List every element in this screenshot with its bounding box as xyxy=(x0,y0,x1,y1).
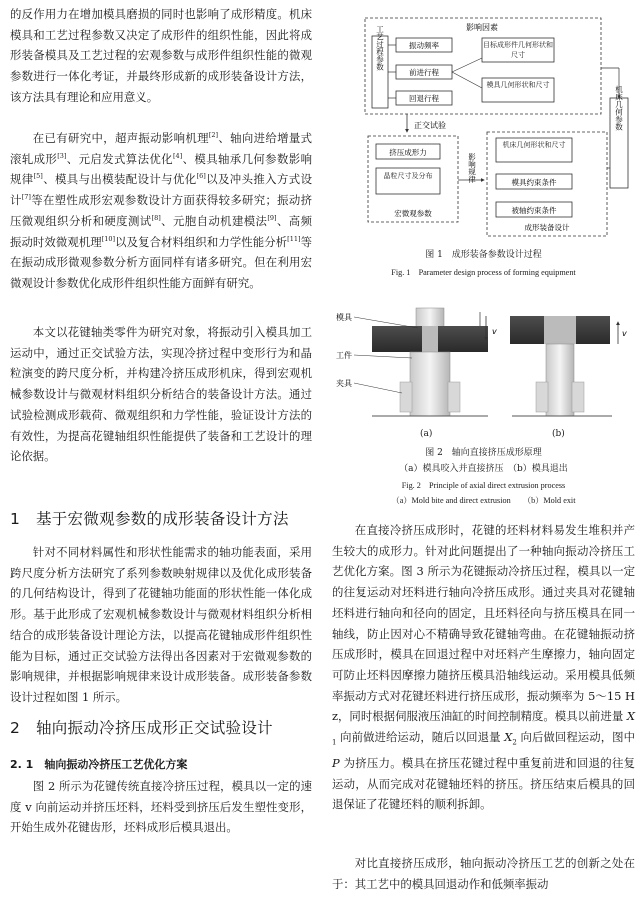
para-this-paper: 本文以花键轴类零件为研究对象，将振动引入模具加工运动中，通过正交试验方法，实现冷挤过程中变形行为和晶粒演变的跨尺度分析，并构建冷挤压成形机床，得到宏观机械参数设计与微观材料组织分析结合的装备设计方法。通过试验检测成形载荷、微观组织和力学性能，验证设计方法的有效性，为提高花键轴组织性能提供了装备和工艺设计的理论依据。 xyxy=(10,325,312,464)
figure-2-caption-en-sub: （a）Mold bite and direct extrusion （b）Mold exit xyxy=(391,496,576,505)
micro-params-label: 宏微观参数 xyxy=(394,209,432,218)
box-extrusion-force: 挤压成形力 xyxy=(389,148,427,157)
section-1-heading: 1 基于宏微观参数的成形装备设计方法 xyxy=(10,510,289,528)
section-2-1-heading: 2. 1 轴向振动冷挤压工艺优化方案 xyxy=(10,758,188,771)
equipment-design-label: 成形装备设计 xyxy=(524,223,570,232)
label-clamp: 夹具 xyxy=(336,379,352,388)
box-machine-shape: 机床几何形状和尺寸 xyxy=(502,141,566,149)
figure-2-caption-cn: 图 2 轴向直接挤压成形原理 xyxy=(425,448,542,458)
influence-law-label: 影响规律 xyxy=(467,153,477,183)
figure-2-caption-cn-sub: （a）模具咬入并直接挤压 （b）模具退出 xyxy=(399,464,568,474)
para-prior-work: 在已有研究中，超声振动影响机理[2]、轴向进给增量式滚轧成形[3]、元启发式算法优化[4]、模具轴承几何参数影响规律[5]、模具与出模装配设计与优化[6]以及冲头推入方式设计[7]等在塑性成形宏观参数设计方面获得较多研究；振动挤压微观组织分析和硬度测试[8]、元胞自动机建模法[9]、高频振动时效微观机理[10]以及复合材料组织和力学性能分析[11]等在振动成形微观参数分析方面同样有诸多研究。但在利用宏微观设计参数优化成形件组织性能方面鲜有研究。 xyxy=(10,131,312,290)
box-grain-size: 晶粒尺寸及分布 xyxy=(383,172,433,180)
para-intro-continued: 的反作用力在增加模具磨损的同时也影响了成形精度。机床模具和工艺过程参数又决定了成形件的组织性能，因此将成形装备模具及工艺过程的宏观参数与成形件组织性能的微观参数进行一体化考证，并最终形成新的成形装备设计方法，该方法具有理论和应用意义。 xyxy=(10,7,312,104)
box-return-stroke: 回退行程 xyxy=(409,94,439,103)
para-innovation: 对比直接挤压成形，轴向振动冷挤压工艺的创新之处在于：其工艺中的模具回退动作和低频率振动 xyxy=(332,856,635,891)
figure-2-diagram xyxy=(332,298,635,428)
label-mold: 模具 xyxy=(336,313,352,322)
box-mold-shape: 模具几何形状和尺寸 xyxy=(486,81,550,89)
label-velocity-a: v xyxy=(492,327,497,336)
label-velocity-b: v xyxy=(622,329,627,338)
section-2-1-paragraph: 图 2 所示为花键传统直接冷挤压过程，模具以一定的速度 v 向前运动并挤压坯料，坯料受到挤压后发生塑性变形，开始生成外花键齿形，坯料成形后模具退出。 xyxy=(10,779,312,835)
process-params-label: 工艺过程参数 xyxy=(375,25,385,71)
figure-2-caption-en: Fig. 2 Principle of axial direct extrusion process xyxy=(401,481,566,490)
box-vibration-frequency: 振动频率 xyxy=(409,41,439,50)
box-mold-constraint: 模具约束条件 xyxy=(511,178,557,187)
box-blank-constraint: 被轴约束条件 xyxy=(511,206,557,215)
section-1-paragraph: 针对不同材料属性和形状性能需求的轴功能表面，采用跨尺度分析方法研究了系列参数映射规律以及优化成形装备的几何结构设计，得到了花键轴功能面的形状性能一体化成形。基于此形成了宏观机械参数设计与微观材料组织分析相结合的成形装备设计理论方法，以提高花键轴成形件组织性能为目标，通过正交试验方法得出各因素对于宏微观参数的影响规律，并根据影响规律来设计成形装备。成形装备参数设计过程如图 1 所示。 xyxy=(10,545,312,704)
box-blank-shape: 目标成形件几何形状和尺寸 xyxy=(483,41,553,59)
sub-label-a: (a) xyxy=(420,429,433,439)
figure-1-caption-en: Fig. 1 Parameter design process of forming equipment xyxy=(391,268,576,277)
para-vibration-process: 在直接冷挤压成形时，花键的坯料材料易发生堆积并产生较大的成形力。针对此问题提出了一种轴向振动冷挤压工艺优化方案。图 3 所示为花键振动冷挤压过程，模具以一定的往复运动对坯料进行轴向冷挤压成形。通过夹具对花键轴坯料进行轴向和径向的固定，且坯料径向与挤压模具在同一轴线，防止因对心不精确导致花键轴弯曲。在花键轴振动挤压成形时，模具在回退过程中对坯料产生摩擦力，轴向固定可防止坯料因摩擦力随挤压模具沿轴线运动。采用模具低频率振动方式对花键坯料进行挤压成形，振动频率为 5～15 Hz，同时根据伺服液压油缸的时间控制精度。模具以前进量 $X_1$ 向前做进给运动，随后以回退量 $X_2$ 向后做回程运动，图中 P 为挤压力。模具在挤压花键过程中重复前进和回退的往复运动，从而完成对花键轴坯料的挤压。挤压结束后模具的回退保证了花键坯料的顺利拆卸。 xyxy=(332,523,635,812)
figure-1-diagram xyxy=(332,8,635,240)
machine-geometry-label: 机床几何参数 xyxy=(614,85,624,131)
figure-2b-panel xyxy=(510,316,618,416)
figure-2a-panel xyxy=(372,308,488,416)
influence-factors-title: 影响因素 xyxy=(466,23,498,32)
figure-1-caption-cn: 图 1 成形装备参数设计过程 xyxy=(425,250,542,260)
orthogonal-test-label: 正交试验 xyxy=(414,121,446,130)
section-2-heading: 2 轴向振动冷挤压成形正交试验设计 xyxy=(10,719,273,737)
sub-label-b: (b) xyxy=(552,429,565,439)
box-forward-stroke: 前进行程 xyxy=(409,68,439,77)
label-workpiece: 工件 xyxy=(336,351,352,360)
